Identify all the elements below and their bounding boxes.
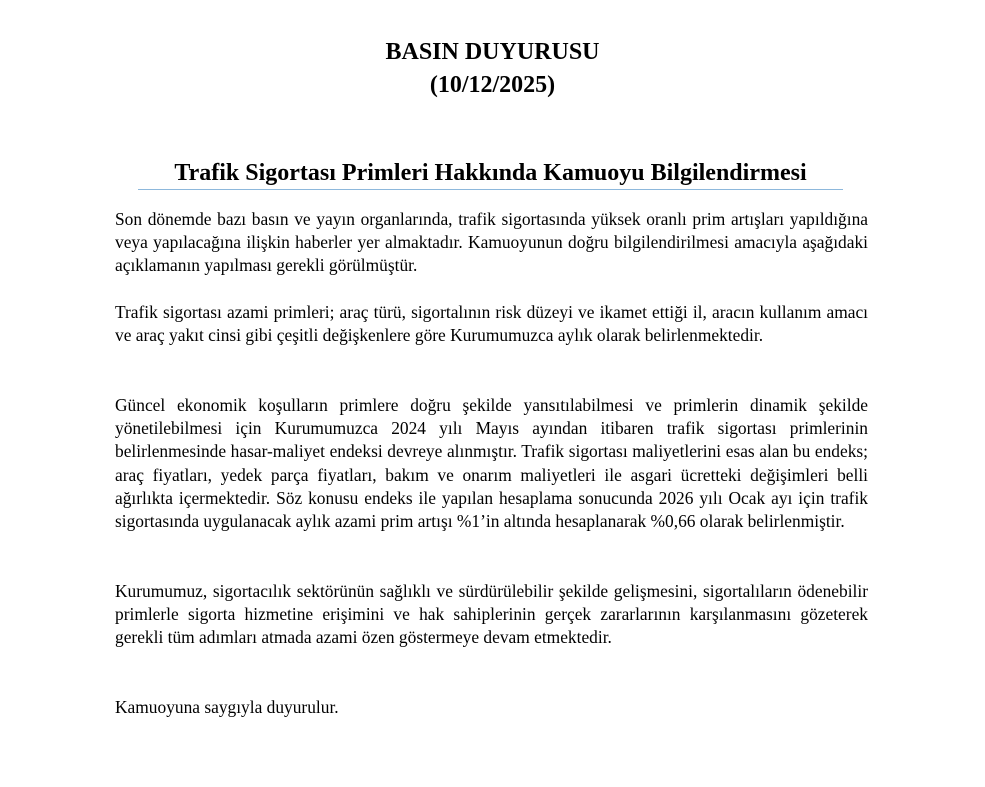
document-title: BASIN DUYURUSU bbox=[385, 39, 600, 65]
paragraph-4: Kurumumuz, sigortacılık sektörünün sağlıklı ve sürdürülebilir şekilde gelişmesini, sigortalıların ödenebilir primlerle sigorta hizmetine erişimini ve hak sahiplerinin gerçek zararlarının karşılanmasını gözeterek gerekli tüm adımları atmada azami özen göstermeye devam etmektedir. bbox=[115, 581, 868, 648]
paragraph-3: Güncel ekonomik koşulların primlere doğru şekilde yansıtılabilmesi ve primlerin dinamik şekilde yönetilebilmesi için Kurumumuzca 2024 yılı Mayıs ayından itibaren trafik sigortası primlerinin belirlenmesinde hasar-maliyet endeksi devreye alınmıştır. Trafik sigortası maliyetlerini esas alan bu endeks; araç fiyatları, yedek parça fiyatları, bakım ve onarım maliyetleri ile asgari ücretteki değişimleri belli ağırlıkta içermektedir. Söz konusu endeks ile yapılan hesaplama sonucunda 2026 yılı Ocak ayı için trafik sigortasında uygulanacak aylık azami prim artışı %1’in altında hesaplanarak %0,66 olarak belirlenmiştir. bbox=[115, 395, 868, 532]
document-date: (10/12/2025) bbox=[429, 72, 556, 98]
document-subject: Trafik Sigortası Primleri Hakkında Kamuoyu Bilgilendirmesi bbox=[138, 157, 843, 190]
paragraph-2: Trafik sigortası azami primleri; araç türü, sigortalının risk düzeyi ve ikamet ettiği il, aracın kullanım amacı ve araç yakıt cinsi gibi çeşitli değişkenlere göre Kurumumuzca aylık olarak belirlenmektedir. bbox=[115, 302, 868, 346]
paragraph-1: Son dönemde bazı basın ve yayın organlarında, trafik sigortasında yüksek oranlı prim artışları yapıldığına veya yapılacağına ilişkin haberler yer almaktadır. Kamuoyunun doğru bilgilendirilmesi amacıyla aşağıdaki açıklamanın yapılması gerekli görülmüştür. bbox=[115, 209, 868, 276]
closing-line: Kamuoyuna saygıyla duyurulur. bbox=[115, 697, 339, 717]
